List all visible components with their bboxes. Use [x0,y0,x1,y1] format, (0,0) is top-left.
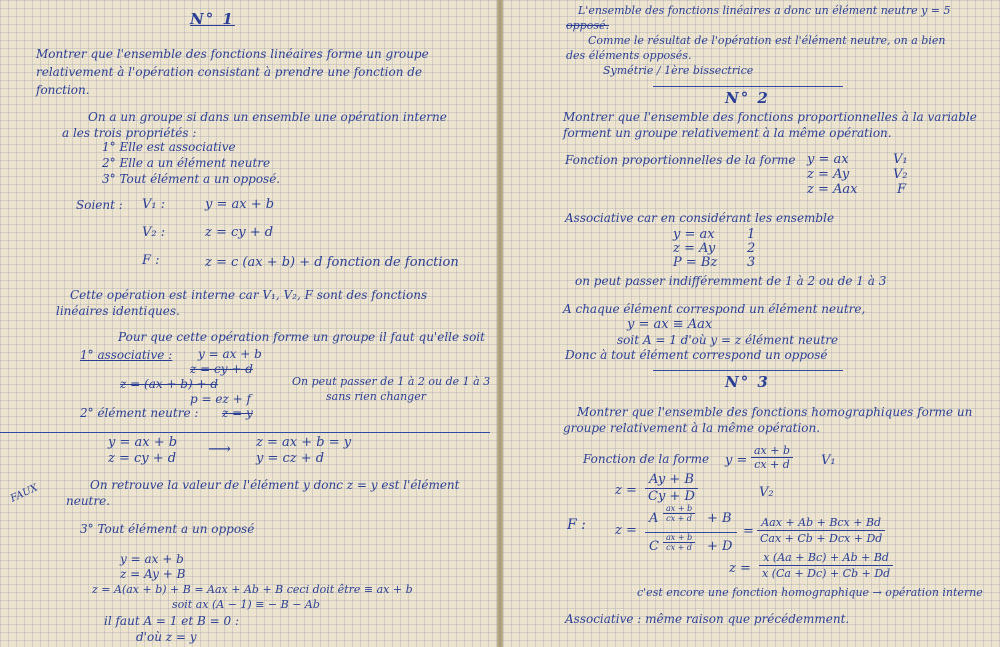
f-r1-num: Aax + Ab + Bcx + Bd [757,515,885,531]
property-2: 2° Elle a un élément neutre [102,156,271,170]
intro-line-2: relativement à l'opération consistant à prendre une fonction de [36,65,423,79]
h-label: Fonction de la forme [583,452,710,466]
f-r1-den: Cax + Cb + Dcx + Dd [760,532,883,545]
fp-eq-3: z = Aax [807,182,858,197]
h-v1: V₁ [821,453,836,468]
assoc3-line: Associative : même raison que précédemment. [565,612,850,626]
f-r2-fraction [759,550,893,581]
top-line-4: des éléments opposés. [566,49,692,62]
intro-line-3: fonction. [36,83,90,97]
f-r2-den: x (Ca + Dc) + Cb + Dd [762,567,891,580]
neutral-label: 2° élément neutre : [80,406,199,420]
encore-line: c'est encore une fonction homographique → opération interne [637,586,983,599]
opposite-label: 3° Tout élément a un opposé [80,522,255,536]
intro2-line-2: forment un groupe relativement à la même opération. [563,126,892,140]
h-den: cx + d [754,458,790,471]
pour-que-line: Pour que cette opération forme un groupe il faut qu'elle soit [118,330,485,344]
property-3: 3° Tout élément a un opposé. [102,172,281,186]
property-1: 1° Elle est associative [102,140,236,154]
f-label: F : [567,517,586,533]
assoc2-eq-3: P = Bz [673,255,718,270]
def-f-name: F : [142,253,160,268]
def-v2-eq: z = cy + d [205,225,274,240]
h-fraction [751,444,793,471]
f-r1-eq: = [743,524,754,539]
left-page [0,0,497,647]
fp-name-1: V₁ [893,152,908,167]
def-v1-eq: y = ax + b [205,197,275,212]
retrouve-line-2: neutre. [66,494,111,508]
assoc2-n-3: 3 [747,255,756,270]
def-v1-name: V₁ : [142,197,166,212]
opp-eq-5: il faut A = 1 et B = 0 : [104,614,239,628]
group-def-line-1: On a un groupe si dans un ensemble une opération interne [88,110,447,124]
z-v2: V₂ [759,485,774,500]
internal-line-1: Cette opération est interne car V₁, V₂, F sont des fonctions [70,288,428,302]
assoc2-eq-2: z = Ay [673,241,716,256]
h-num: ax + b [751,444,793,458]
internal-line-2: linéaires identiques. [56,304,180,318]
f-num-b: + B [707,511,732,526]
neutral-sys-4: y = cz + d [256,451,325,466]
assoc-eq-2: z = cy + d [190,362,253,376]
def-f-eq: z = c (ax + b) + d fonction de fonction [205,255,459,270]
intro3-line-1: Montrer que l'ensemble des fonctions homographiques forme un [577,405,973,419]
soient-label: Soient : [76,198,123,212]
assoc2-n-2: 2 [747,241,756,256]
assoc2-line: Associative car en considérant les ensemble [565,211,835,225]
assoc2-eq-1: y = ax [673,227,715,242]
f-den-inner-den: cx + d [666,543,693,552]
neutre-eq-1: y = ax ≡ Aax [627,317,713,332]
separator-line-left [0,432,490,433]
f-r2-num: x (Aa + Bc) + Ab + Bd [759,550,893,566]
top-line-5: Symétrie / 1ère bissectrice [603,64,754,77]
f-z: z = [615,523,637,538]
opp-eq-6: d'où z = y [136,630,197,644]
associative-label: 1° associative : [80,348,173,362]
intro-line-1: Montrer que l'ensemble des fonctions linéaires forme un groupe [36,47,429,61]
faux-mark: FAUX [8,482,40,505]
z-num: Ay + B [645,472,698,489]
f-num-inner-num: ax + b [663,504,695,514]
retrouve-line-1: On retrouve la valeur de l'élément y donc z = y est l'élément [90,478,460,492]
opp-eq-3: z = A(ax + b) + B = Aax + Ab + B ceci doit être ≡ ax + b [92,583,413,596]
neutral-eq: z = y [222,406,253,420]
opp-eq-2: z = Ay + B [120,567,186,581]
z-den: Cy + D [648,489,695,504]
separator-line-2 [653,370,843,371]
f-num-a: A [649,511,659,526]
neutre-eq-2: soit A = 1 d'où y = z élément neutre [617,333,839,347]
neutral-sys-2: z = cy + d [108,451,177,466]
f-num-inner-frac [663,504,695,523]
chaque-line: A chaque élément correspond un élément neutre, [563,302,866,316]
assoc2-n-1: 1 [747,227,756,242]
f-r2-lhs: z = [729,561,751,576]
neutral-sys-1: y = ax + b [108,435,178,450]
separator-line-1 [653,86,843,87]
assoc-eq-1: y = ax + b [198,347,262,361]
neutral-sys-3: z = ax + b = y [256,435,352,450]
fp-name-2: V₂ [893,167,908,182]
top-line-3: Comme le résultat de l'opération est l'élément neutre, on a bien [588,34,946,47]
f-den-inner-num: ax + b [663,533,695,543]
neutral-arrow: ⟶ [208,439,231,458]
assoc-note-2: sans rien changer [326,390,426,403]
fp-eq-2: z = Ay [807,167,850,182]
fp-name-3: F [897,182,907,197]
opp-eq-1: y = ax + b [120,552,184,566]
f-den-inner-frac [663,533,695,552]
top-line-1: L'ensemble des fonctions linéaires a donc un élément neutre y = 5 [578,4,951,17]
f-num-inner-den: cx + d [666,514,693,523]
z-lhs: z = [615,483,637,498]
intro2-line-1: Montrer que l'ensemble des fonctions proportionnelles à la variable [563,110,977,124]
f-den-a: C [649,539,659,554]
exercise-title-1: N° 1 [190,10,235,28]
assoc-eq-3: z = (ax + b) + d [120,377,219,391]
z-fraction [645,472,698,505]
assoc-note-1: On peut passer de 1 à 2 ou de 1 à 3 [292,375,491,388]
top-line-2: opposé. [566,19,609,32]
right-page [503,0,1000,647]
f-den-b: + D [707,539,733,554]
h-y: y = [725,453,748,468]
def-v2-name: V₂ : [142,225,166,240]
group-def-line-2: a les trois propriétés : [62,126,197,140]
fp-label: Fonction proportionnelles de la forme [565,153,796,167]
passer-line: on peut passer indifféremment de 1 à 2 ou de 1 à 3 [575,274,887,288]
intro3-line-2: groupe relativement à la même opération. [563,421,821,435]
donc-line: Donc à tout élément correspond un opposé [565,348,828,362]
exercise-title-3: N° 3 [725,373,770,391]
exercise-title-2: N° 2 [725,89,770,107]
fp-eq-1: y = ax [807,152,849,167]
opp-eq-4: soit ax (A − 1) ≡ − B − Ab [172,598,320,611]
assoc-eq-4: p = ez + f [190,392,251,406]
f-r1-fraction [757,515,885,546]
